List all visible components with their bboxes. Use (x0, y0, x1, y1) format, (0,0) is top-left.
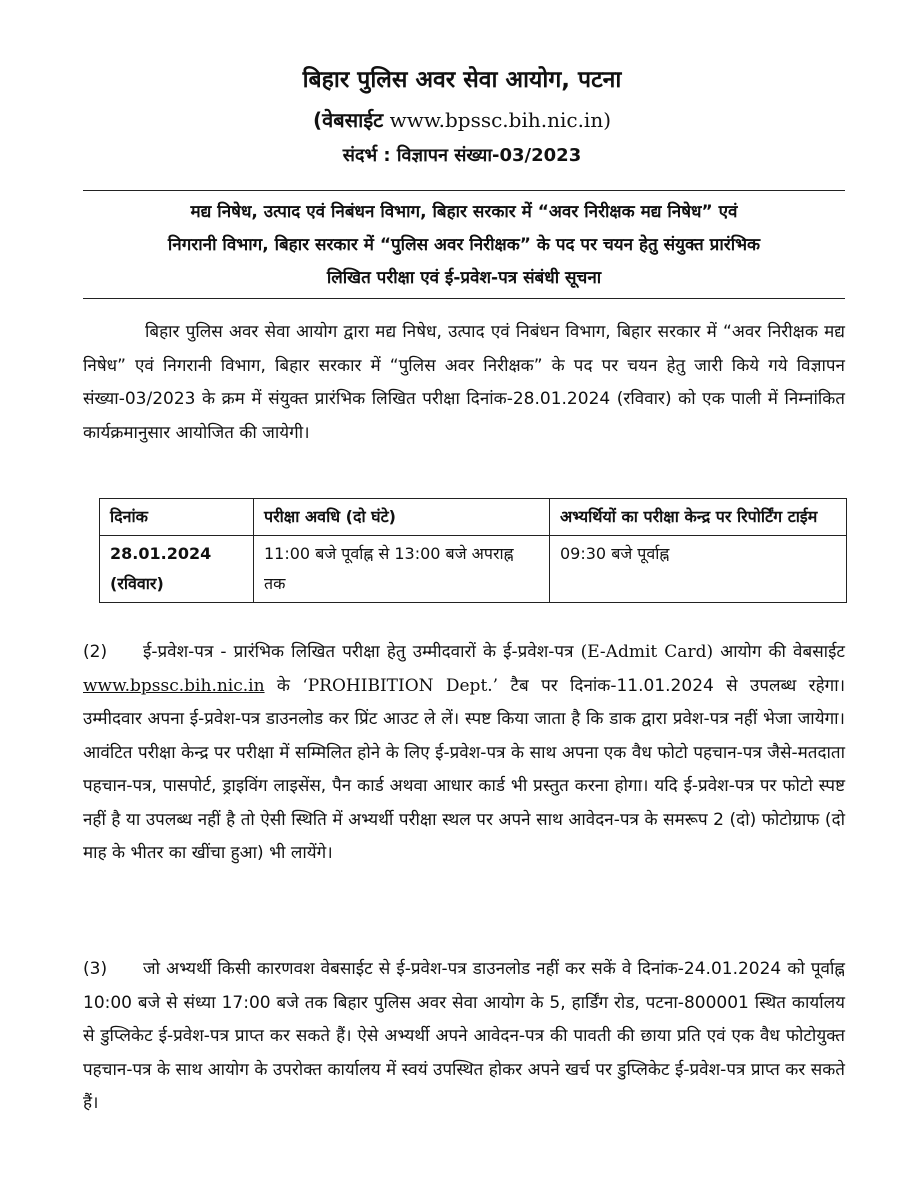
cell-date (100, 536, 254, 603)
cell-duration: 11:00 बजे पूर्वाह्न से 13:00 बजे अपराह्न तक (254, 536, 550, 603)
cell-reporting: 09:30 बजे पूर्वाह्न (550, 536, 847, 603)
website-url: www.bpssc.bih.nic.in) (389, 108, 612, 132)
website-label: (वेबसाईट (312, 108, 384, 132)
exam-day: (रविवार) (110, 574, 164, 593)
paragraph-1: बिहार पुलिस अवर सेवा आयोग द्वारा मद्य निषेध, उत्पाद एवं निबंधन विभाग, बिहार सरकार में “अवर निरीक्षक मद्य निषेध” एवं निगरानी विभाग, बिहार सरकार में “पुलिस अवर निरीक्षक” के पद पर चयन हेतु जारी किये गये विज्ञापन संख्या-03/2023 के क्रम में संयुक्त प्रारंभिक लिखित परीक्षा दिनांक-28.01.2024 (रविवार) को एक पाली में निम्नांकित कार्यक्रमानुसार आयोजित की जायेगी। (83, 322, 845, 443)
subject-line-1: मद्य निषेध, उत्पाद एवं निबंधन विभाग, बिहार सरकार में “अवर निरीक्षक मद्य निषेध” एवं (190, 202, 738, 222)
reference-line: संदर्भ : विज्ञापन संख्या-03/2023 (342, 145, 582, 166)
paragraph-3 (83, 953, 845, 1121)
eadmit-card-label: (E-Admit Card) (580, 642, 714, 662)
prohibition-tab-label: ‘PROHIBITION Dept.’ (302, 675, 499, 696)
paragraph-2 (83, 636, 845, 871)
website-link[interactable]: www.bpssc.bih.nic.in (83, 675, 265, 696)
divider-top (83, 190, 845, 191)
paragraph-2-part2: आयोग की वेबसाईट (720, 642, 845, 662)
paragraph-2-part3: के (276, 675, 290, 696)
divider-bottom (83, 298, 845, 299)
header-date: दिनांक (100, 499, 254, 536)
page-title: बिहार पुलिस अवर सेवा आयोग, पटना (302, 67, 622, 93)
table-header-row (100, 499, 847, 536)
subject-line-3: लिखित परीक्षा एवं ई-प्रवेश-पत्र संबंधी सूचना (326, 268, 602, 288)
paragraph-3-number: (3) (83, 959, 108, 979)
exam-date: 28.01.2024 (110, 544, 212, 563)
paragraph-2-part4: टैब पर दिनांक-11.01.2024 से उपलब्ध रहेगा। उम्मीदवार अपना ई-प्रवेश-पत्र डाउनलोड कर प्रिंट आउट ले लें। स्पष्ट किया जाता है कि डाक द्वारा प्रवेश-पत्र नहीं भेजा जायेगा। आवंटित परीक्षा केन्द्र पर परीक्षा में सम्मिलित होने के लिए ई-प्रवेश-पत्र के साथ अपना एक वैध फोटो पहचान-पत्र जैसे-मतदाता पहचान-पत्र, पासपोर्ट, ड्राइविंग लाइसेंस, पैन कार्ड अथवा आधार कार्ड भी प्रस्तुत करना होगा। यदि ई-प्रवेश-पत्र पर फोटो स्पष्ट नहीं है या उपलब्ध नहीं है तो ऐसी स्थिति में अभ्यर्थी परीक्षा स्थल पर अपने साथ आवेदन-पत्र के समरूप 2 (दो) फोटोग्राफ (दो माह के भीतर का खींचा हुआ) भी लायेंगे। (83, 675, 846, 863)
header-duration: परीक्षा अवधि (दो घंटे) (254, 499, 550, 536)
header-reporting: अभ्यर्थियों का परीक्षा केन्द्र पर रिपोर्टिंग टाईम (550, 499, 847, 536)
subject-heading (83, 196, 845, 295)
paragraph-2-number: (2) (83, 642, 108, 662)
website-line (0, 106, 924, 133)
table-row (100, 536, 847, 603)
exam-schedule-table (99, 498, 847, 603)
paragraph-3-text: जो अभ्यर्थी किसी कारणवश वेबसाईट से ई-प्रवेश-पत्र डाउनलोड नहीं कर सकें वे दिनांक-24.01.2024 को पूर्वाह्न 10:00 बजे से संध्या 17:00 बजे तक बिहार पुलिस अवर सेवा आयोग के 5, हार्डिंग रोड, पटना-800001 स्थित कार्यालय से डुप्लिकेट ई-प्रवेश-पत्र प्राप्त कर सकते हैं। ऐसे अभ्यर्थी अपने आवेदन-पत्र की पावती की छाया प्रति एवं एक वैध फोटोयुक्त पहचान-पत्र के साथ आयोग के उपरोक्त कार्यालय में स्वयं उपस्थित होकर अपने खर्च पर डुप्लिकेट ई-प्रवेश-पत्र प्राप्त कर सकते हैं। (83, 959, 845, 1113)
subject-line-2: निगरानी विभाग, बिहार सरकार में “पुलिस अवर निरीक्षक” के पद पर चयन हेतु संयुक्त प्रारंभिक (167, 235, 761, 255)
paragraph-2-part1: ई-प्रवेश-पत्र - प्रारंभिक लिखित परीक्षा हेतु उम्मीदवारों के ई-प्रवेश-पत्र (143, 642, 574, 662)
